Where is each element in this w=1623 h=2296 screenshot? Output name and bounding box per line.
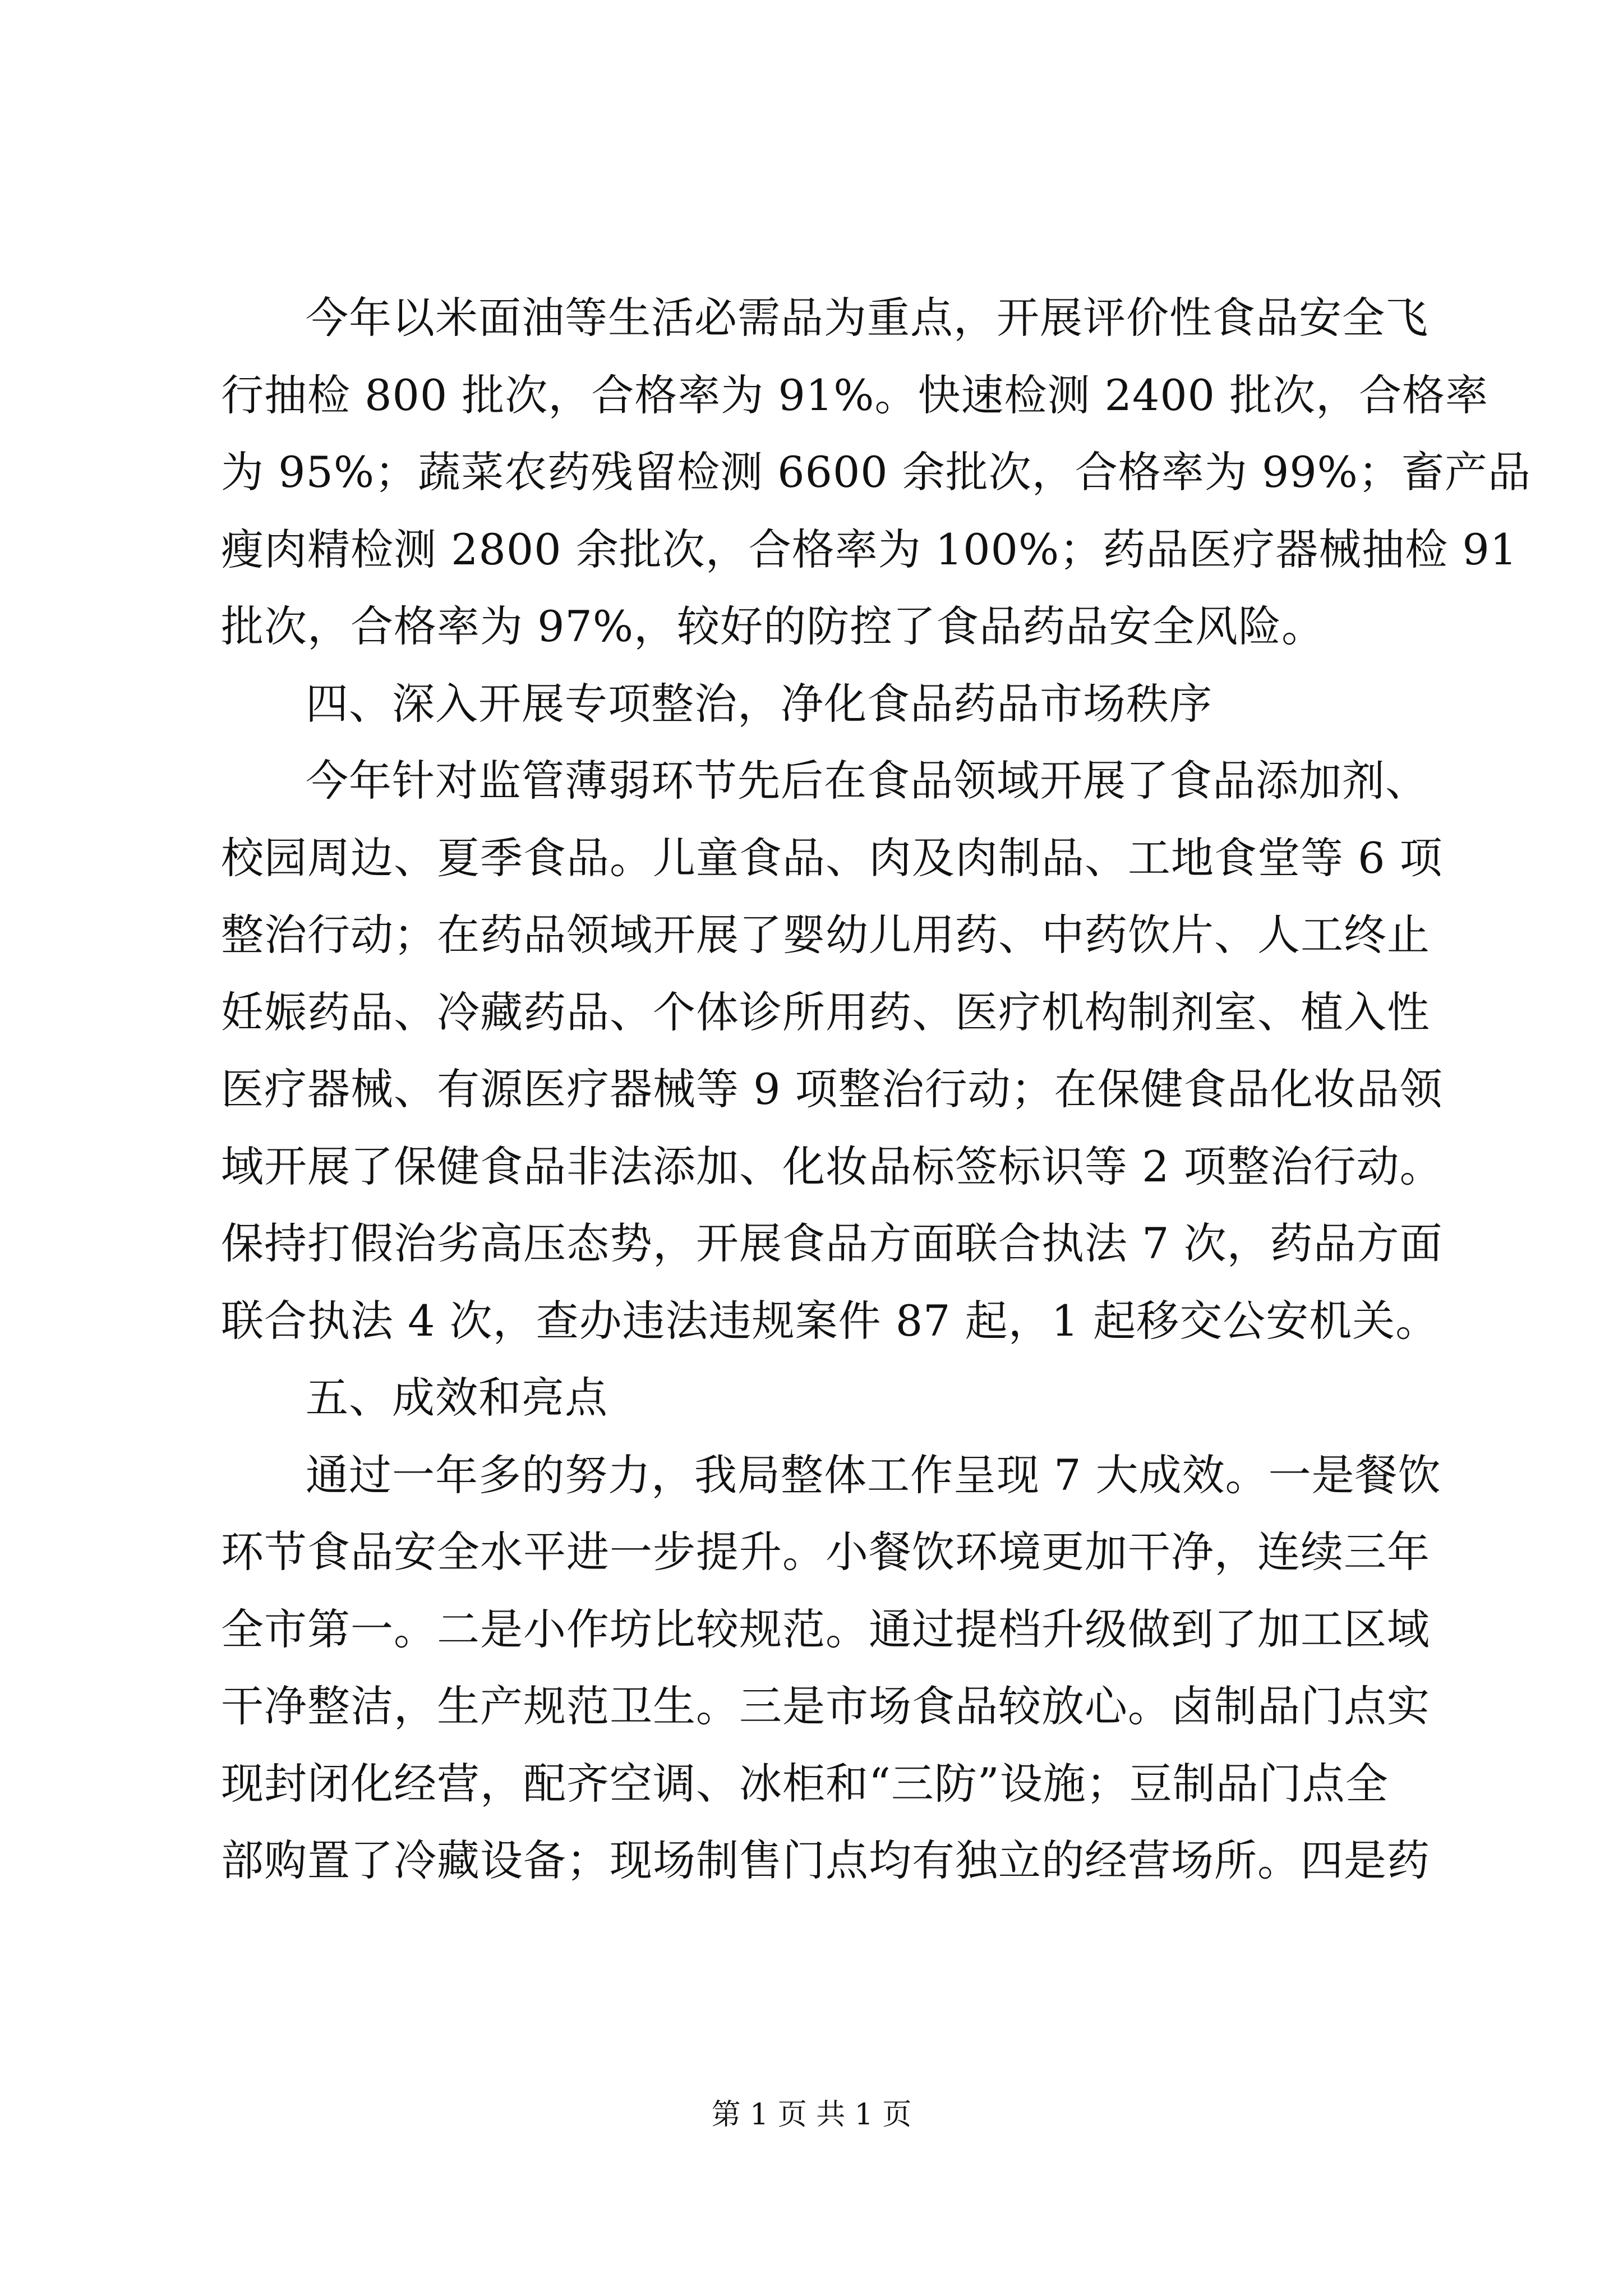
- paragraph-line: 干净整洁，生产规范卫生。三是市场食品较放心。卤制品门点实: [221, 1681, 1430, 1731]
- paragraph-line: 医疗器械、有源医疗器械等 9 项整治行动；在保健食品化妆品领: [221, 1064, 1443, 1114]
- page-footer: 第 1 页 共 1 页: [711, 2098, 912, 2132]
- paragraph-line: 校园周边、夏季食品。儿童食品、肉及肉制品、工地食堂等 6 项: [221, 833, 1443, 883]
- section-heading: 五、成效和亮点: [306, 1373, 608, 1423]
- paragraph-line: 通过一年多的努力，我局整体工作呈现 7 大成效。一是餐饮: [306, 1450, 1441, 1500]
- paragraph-line: 现封闭化经营，配齐空调、冰柜和“三防”设施；豆制品门点全: [221, 1759, 1389, 1809]
- paragraph-line: 全市第一。二是小作坊比较规范。通过提档升级做到了加工区域: [221, 1604, 1430, 1654]
- paragraph-line: 保持打假治劣高压态势，开展食品方面联合执法 7 次，药品方面: [221, 1218, 1443, 1268]
- paragraph-line: 今年以米面油等生活必需品为重点，开展评价性食品安全飞: [306, 293, 1428, 343]
- paragraph-line: 瘦肉精检测 2800 余批次，合格率为 100%；药品医疗器械抽检 91: [221, 524, 1518, 574]
- paragraph-line: 域开展了保健食品非法添加、化妆品标签标识等 2 项整治行动。: [221, 1142, 1443, 1191]
- paragraph-line: 环节食品安全水平进一步提升。小餐饮环境更加干净，连续三年: [221, 1527, 1430, 1577]
- paragraph-line: 联合执法 4 次，查办违法违规案件 87 起，1 起移交公安机关。: [221, 1296, 1439, 1346]
- paragraph-line: 整治行动；在药品领域开展了婴幼儿用药、中药饮片、人工终止: [221, 910, 1430, 960]
- section-heading: 四、深入开展专项整治，净化食品药品市场秩序: [306, 679, 1212, 729]
- paragraph-line: 行抽检 800 批次，合格率为 91%。快速检测 2400 批次，合格率: [221, 370, 1489, 420]
- paragraph-line: 部购置了冷藏设备；现场制售门点均有独立的经营场所。四是药: [221, 1835, 1430, 1885]
- paragraph-line: 今年针对监管薄弱环节先后在食品领域开展了食品添加剂、: [306, 756, 1428, 806]
- paragraph-line: 妊娠药品、冷藏药品、个体诊所用药、医疗机构制剂室、植入性: [221, 987, 1430, 1037]
- paragraph-line: 为 95%；蔬菜农药残留检测 6600 余批次，合格率为 99%；畜产品: [221, 447, 1531, 497]
- paragraph-line: 批次，合格率为 97%，较好的防控了食品药品安全风险。: [221, 601, 1325, 651]
